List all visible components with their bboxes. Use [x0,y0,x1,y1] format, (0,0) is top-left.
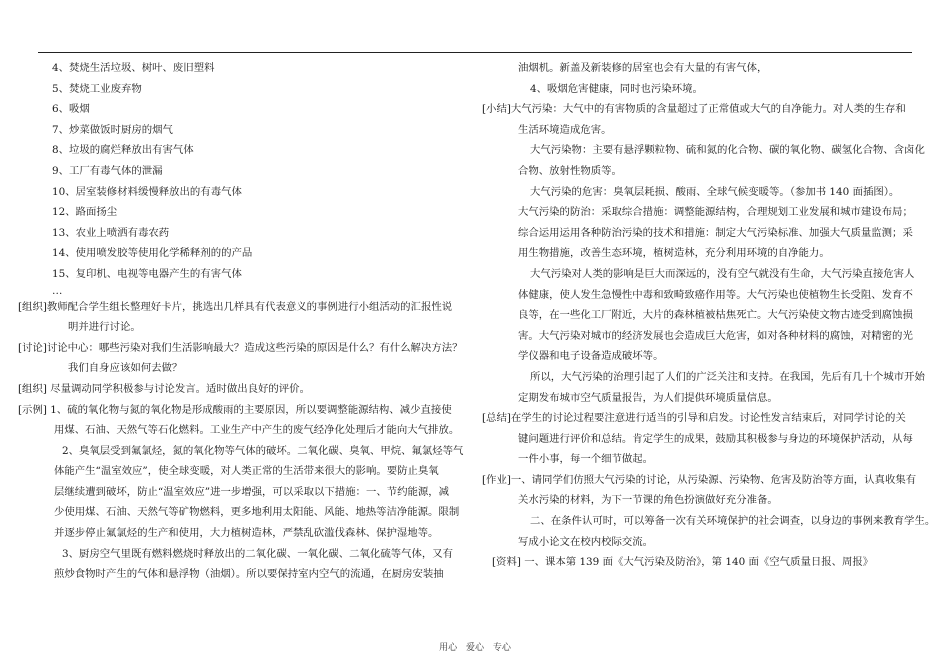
list-item: 13、农业上喷洒有毒农药 [52,226,170,239]
pollutants-paragraph-cont: 合物、放射性物质等。 [518,164,622,177]
homework-2-cont: 写成小论文在校内校际交流。 [518,535,654,548]
discussion-paragraph: [讨论]讨论中心：哪些污染对我们生活影响最大？造成这些污染的原因是什么？有什么解决方法？ [18,341,463,354]
prevention-paragraph: 大气污染的防治：采取综合措施：调整能源结构，合理规划工业发展和城市建设布局； [518,206,913,219]
example-paragraph: [示例] 1、硫的氧化物与氮的氧化物是形成酸雨的主要原因，所以要调整能源结构、减少直接使 [18,403,452,416]
list-item: 14、使用喷发胶等使用化学稀释剂的的产品 [52,247,253,260]
list-item: 9、工厂有毒气体的泄漏 [52,164,163,177]
prevention-paragraph-cont: 综合运用运用各种防治污染的技术和措施：制定大气污染标准、加强大气质量监测；采 [518,226,913,239]
homework-2-paragraph: 二、在条件认可时，可以筹备一次有关环境保护的社会调查，以身边的事例来教育学生。 [530,515,936,528]
impact-paragraph-cont: 害。大气污染对城市的经济发展也会造成巨大危害，如对各种材料的腐蚀，对精密的光 [518,329,913,342]
conclusion-paragraph: [总结]在学生的讨论过程要注意进行适当的引导和启发。讨论性发言结束后，对同学讨论的关 [482,412,906,425]
prevention-paragraph-cont: 用生物措施，改善生态环境，植树造林，充分利用环境的自净能力。 [518,247,830,260]
homework-paragraph-cont: 关水污染的材料，为下一节课的角色扮演做好充分准备。 [518,494,778,507]
conclusion-paragraph-cont: 键问题进行评价和总结。肯定学生的成果，鼓励其积极参与身边的环境保护活动，从每 [518,432,913,445]
left-column [18,58,468,585]
organize-paragraph-cont: 明并进行讨论。 [68,321,141,334]
example-2-cont: 体能产生“温室效应”，使全球变暖，对人类正常的生活带来很大的影响。要防止臭氧 [54,465,439,478]
list-item: 15、复印机、电视等电器产生的有害气体 [52,267,242,280]
example-3-cont: 煎炒食物时产生的气体和悬浮物（油烟）。所以要保持室内空气的流通，在厨房安装抽 [54,568,444,581]
resources-paragraph: [资料] 一、课本第 139 面《大气污染及防治》，第 140 面《空气质量日报、周报》 [492,556,874,569]
paragraph-line: 4、吸烟危害健康，同时也污染环境。 [530,82,703,95]
list-item: 12、路面扬尘 [52,206,118,219]
impact-paragraph-cont: 良等，在一些化工厂附近，大片的森林植被枯焦死亡。大气污染使文物古迹受到腐蚀损 [518,309,913,322]
example-paragraph-cont: 用煤、石油、天然气等石化燃料。工业生产中产生的废气经净化处理后才能向大气排放。 [54,424,460,437]
governance-paragraph: 所以，大气污染的治理引起了人们的广泛关注和支持。在我国，先后有几十个城市开始 [530,370,925,383]
example-2-cont: 少使用煤、石油、天然气等矿物燃料，更多地利用太阳能、风能、地热等洁净能源。限制 [54,506,460,519]
governance-paragraph-cont: 定期发布城市空气质量报告，为人们提供环境质量信息。 [518,391,778,404]
impact-paragraph: 大气污染对人类的影响是巨大而深远的，没有空气就没有生命，大气污染直接危害人 [530,267,915,280]
list-item: 10、居室装修材料缓慢释放出的有毒气体 [52,185,242,198]
summary-paragraph: [小结]大气污染：大气中的有害物质的含量超过了正常值或大气的自净能力。对人类的生存和 [482,103,906,116]
impact-paragraph-cont: 学仪器和电子设备造成破坏等。 [518,350,664,363]
top-rule [38,52,912,53]
organize-paragraph: [组织]教师配合学生组长整理好卡片，挑选出几样具有代表意义的事例进行小组活动的汇报性说 [18,300,453,313]
discussion-paragraph-cont: 我们自身应该如何去做？ [68,362,183,375]
right-column [482,58,936,573]
summary-paragraph-cont: 生活环境造成危害。 [518,123,612,136]
list-item: 5、焚烧工业废弃物 [52,82,142,95]
impact-paragraph-cont: 体健康，使人发生急慢性中毒和致畸致癌作用等。大气污染也使植物生长受阻、发育不 [518,288,913,301]
paragraph-line: 油烟机。新盖及新装修的居室也会有大量的有害气体， [518,62,768,74]
list-item: 4、焚烧生活垃圾、树叶、废旧塑料 [52,62,215,74]
list-ellipsis: … [52,284,63,297]
harm-paragraph: 大气污染的危害：臭氧层耗损、酸雨、全球气候变暖等。（参加书 140 面插图）。 [530,185,900,198]
example-3-paragraph: 3、厨房空气里既有燃料燃烧时释放出的二氧化碳、一氧化碳、二氧化硫等气体，又有 [62,547,454,560]
list-item: 7、炒菜做饭时厨房的烟气 [52,123,173,136]
page-footer: 用心 爱心 专心 [439,643,511,653]
pollutants-paragraph: 大气污染物：主要有悬浮颗粒物、硫和氮的化合物、碳的氧化物、碳氢化合物、含卤化 [530,144,925,157]
example-2-cont: 层继续遭到破坏，防止“温室效应”进一步增强，可以采取以下措施：一、节约能源，减 [54,485,450,498]
list-item: 8、垃圾的腐烂释放出有害气体 [52,144,194,157]
conclusion-paragraph-cont: 一件小事，每一个细节做起。 [518,453,654,466]
example-2-paragraph: 2、臭氧层受到氟氯烃，氮的氧化物等气体的破坏。二氧化碳、臭氧、甲烷、氟氯烃等气 [62,444,464,457]
list-item: 6、吸烟 [52,103,90,116]
organize-paragraph-2: [组织] 尽量调动同学积极参与讨论发言。适时做出良好的评价。 [18,382,310,395]
homework-paragraph: [作业]一、请同学们仿照大气污染的讨论，从污染源、污染物、危害及防治等方面，认真收集有 [482,473,917,486]
example-2-cont: 并逐步停止氟氯烃的生产和使用，大力植树造林，严禁乱砍滥伐森林、保护湿地等。 [54,527,439,540]
